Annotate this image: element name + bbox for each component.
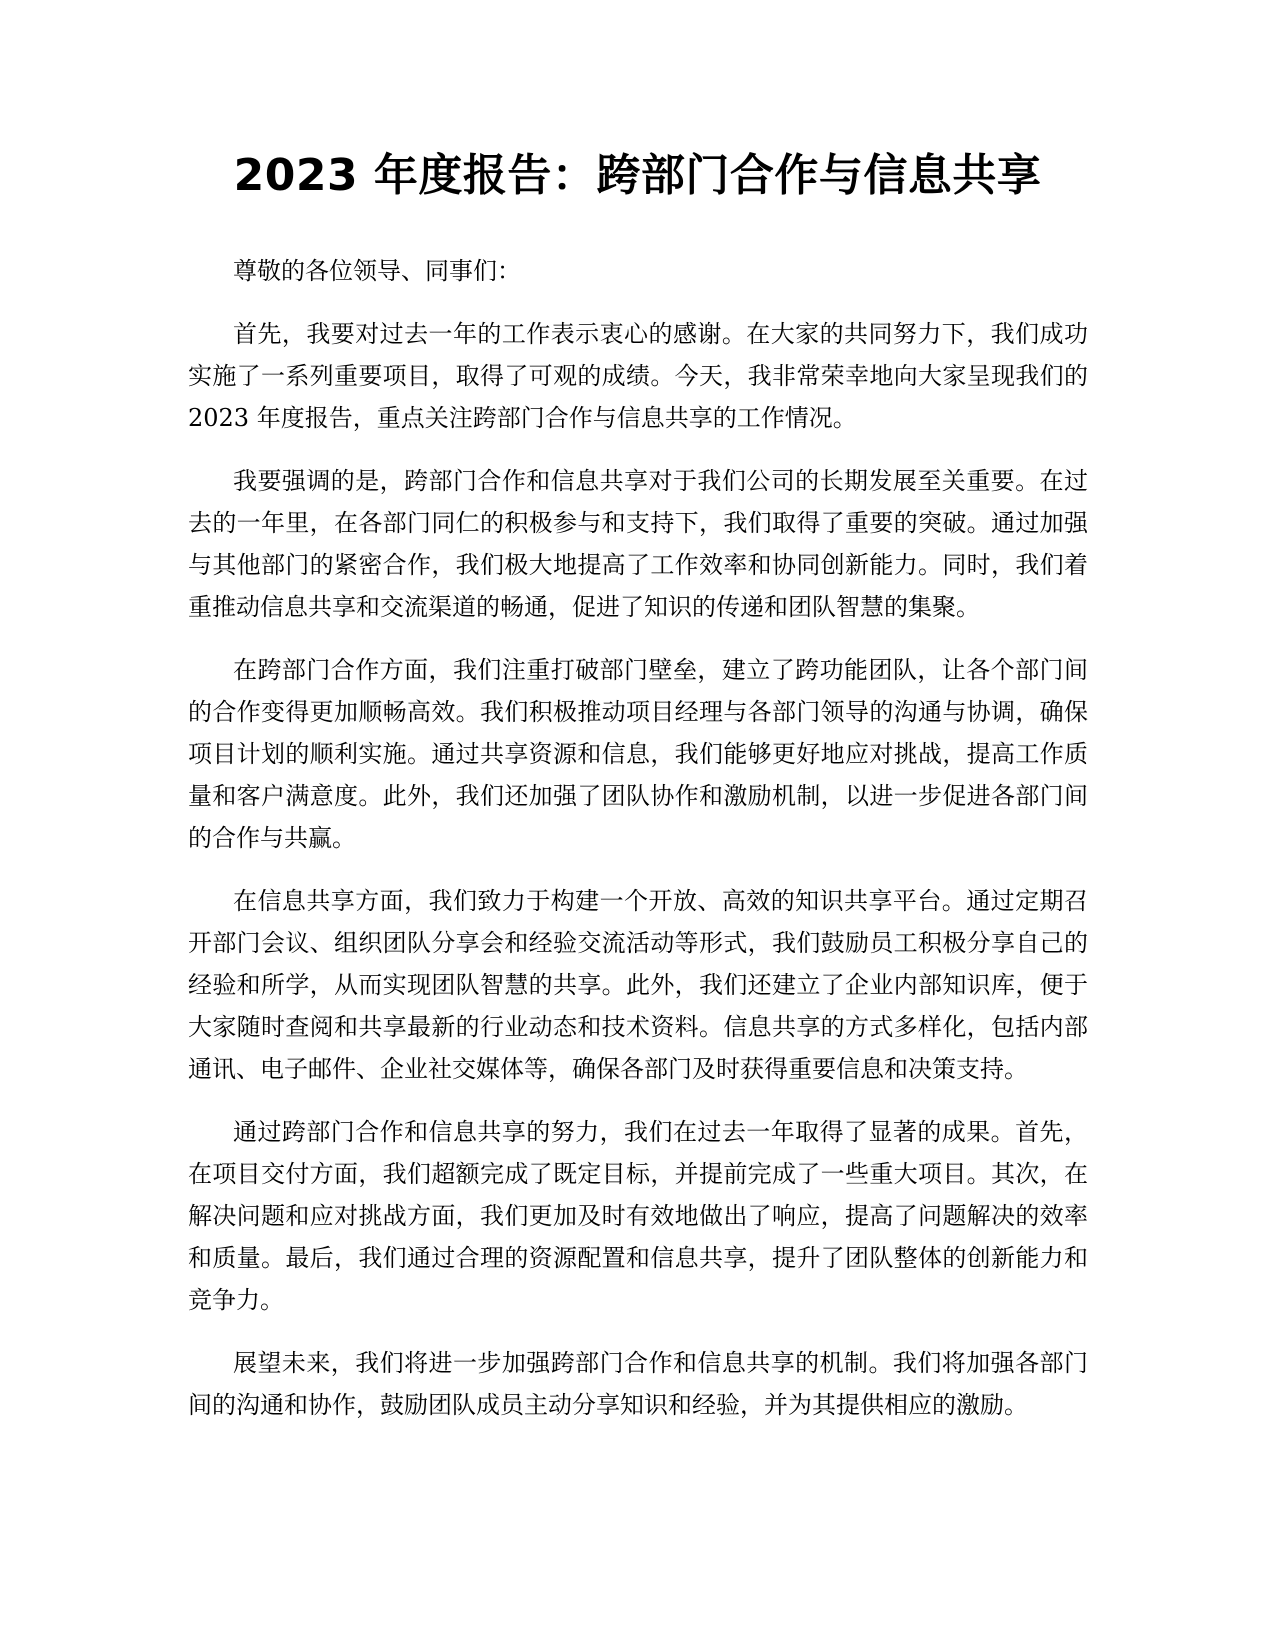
paragraph-information-sharing: 在信息共享方面，我们致力于构建一个开放、高效的知识共享平台。通过定期召开部门会议、组织团队分享会和经验交流活动等形式，我们鼓励员工积极分享自己的经验和所学，从而实现团队智慧的共享。此外，我们还建立了企业内部知识库，便于大家随时查阅和共享最新的行业动态和技术资料。信息共享的方式多样化，包括内部通讯、电子邮件、企业社交媒体等，确保各部门及时获得重要信息和决策支持。 (188, 887, 1088, 1083)
salutation: 尊敬的各位领导、同事们： (233, 257, 521, 285)
document-body (188, 250, 1088, 1447)
paragraph-outlook: 展望未来，我们将进一步加强跨部门合作和信息共享的机制。我们将加强各部门间的沟通和协作，鼓励团队成员主动分享知识和经验，并为其提供相应的激励。 (188, 1349, 1088, 1419)
paragraph-cross-department: 在跨部门合作方面，我们注重打破部门壁垒，建立了跨功能团队，让各个部门间的合作变得更加顺畅高效。我们积极推动项目经理与各部门领导的沟通与协调，确保项目计划的顺利实施。通过共享资源和信息，我们能够更好地应对挑战，提高工作质量和客户满意度。此外，我们还加强了团队协作和激励机制，以进一步促进各部门间的合作与共赢。 (188, 656, 1088, 852)
document-title: 2023 年度报告：跨部门合作与信息共享 (233, 150, 1042, 201)
paragraph-importance: 我要强调的是，跨部门合作和信息共享对于我们公司的长期发展至关重要。在过去的一年里，在各部门同仁的积极参与和支持下，我们取得了重要的突破。通过加强与其他部门的紧密合作，我们极大地提高了工作效率和协同创新能力。同时，我们着重推动信息共享和交流渠道的畅通，促进了知识的传递和团队智慧的集聚。 (188, 467, 1088, 621)
paragraph-results: 通过跨部门合作和信息共享的努力，我们在过去一年取得了显著的成果。首先，在项目交付方面，我们超额完成了既定目标，并提前完成了一些重大项目。其次，在解决问题和应对挑战方面，我们更加及时有效地做出了响应，提高了问题解决的效率和质量。最后，我们通过合理的资源配置和信息共享，提升了团队整体的创新能力和竞争力。 (188, 1118, 1088, 1314)
paragraph-intro: 首先，我要对过去一年的工作表示衷心的感谢。在大家的共同努力下，我们成功实施了一系列重要项目，取得了可观的成绩。今天，我非常荣幸地向大家呈现我们的 2023 年度报告，重点关注跨部门合作与信息共享的工作情况。 (188, 320, 1088, 432)
